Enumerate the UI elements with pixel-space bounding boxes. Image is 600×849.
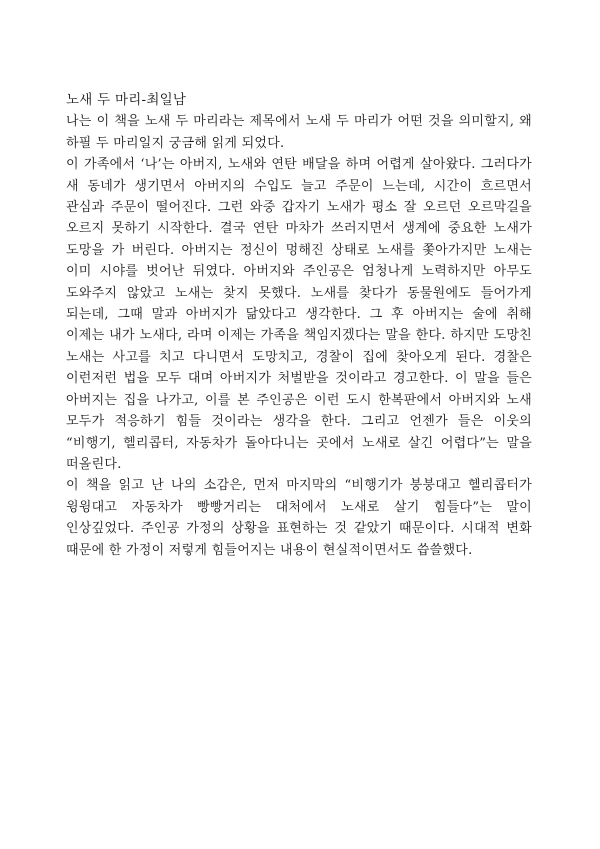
document-page: [66, 90, 532, 561]
reflection-paragraph: 이 책을 읽고 난 나의 소감은, 먼저 마지막의 “비행기가 붕붕대고 헬리콥터가 윙윙대고 자동차가 빵빵거리는 대처에서 노새로 살기 힘들다”는 말이 인상깊었다. 주인공 가정의 상황을 표현하는 것 같았기 때문이다. 시대적 변화 때문에 한 가정이 저렇게 힘들어지는 내용이 현실적이면서도 씁쓸했다.: [66, 478, 532, 558]
document-title: 노새 두 마리-최일남: [66, 92, 187, 108]
intro-paragraph: 나는 이 책을 노새 두 마리라는 제목에서 노새 두 마리가 어떤 것을 의미할지, 왜 하필 두 마리일지 궁금해 읽게 되었다.: [66, 114, 532, 151]
summary-paragraph: 이 가족에서 ‘나’는 아버지, 노새와 연탄 배달을 하며 어렵게 살아왔다. 그러다가 새 동네가 생기면서 아버지의 수입도 늘고 주문이 느는데, 시간이 흐르면서 관심과 주문이 떨어진다. 그런 와중 갑자기 노새가 평소 잘 오르던 오르막길을 오르지 못하기 시작한다. 결국 연탄 마차가 쓰러지면서 생계에 중요한 노새가 도망을 가 버린다. 아버지는 정신이 멍해진 상태로 노새를 쫓아가지만 노새는 이미 시야를 벗어난 뒤였다. 아버지와 주인공은 엄청나게 노력하지만 아무도 도와주지 않았고 노새는 찾지 못했다. 노새를 찾다가 동물원에도 들어가게 되는데, 그때 말과 아버지가 닮았다고 생각한다. 그 후 아버지는 술에 취해 이제는 내가 노새다, 라며 이제는 가족을 책임지겠다는 말을 한다. 하지만 도망친 노새는 사고를 치고 다니면서 도망치고, 경찰이 집에 찾아오게 된다. 경찰은 이런저런 법을 모두 대며 아버지가 처벌받을 것이라고 경고한다. 이 말을 들은 아버지는 집을 나가고, 이를 본 주인공은 이런 도시 한복판에서 아버지와 노새 모두가 적응하기 힘들 것이라는 생각을 한다. 그리고 언젠가 들은 이웃의 “비행기, 헬리콥터, 자동차가 돌아다니는 곳에서 노새로 살긴 어렵다”는 말을 떠올린다.: [66, 157, 532, 472]
